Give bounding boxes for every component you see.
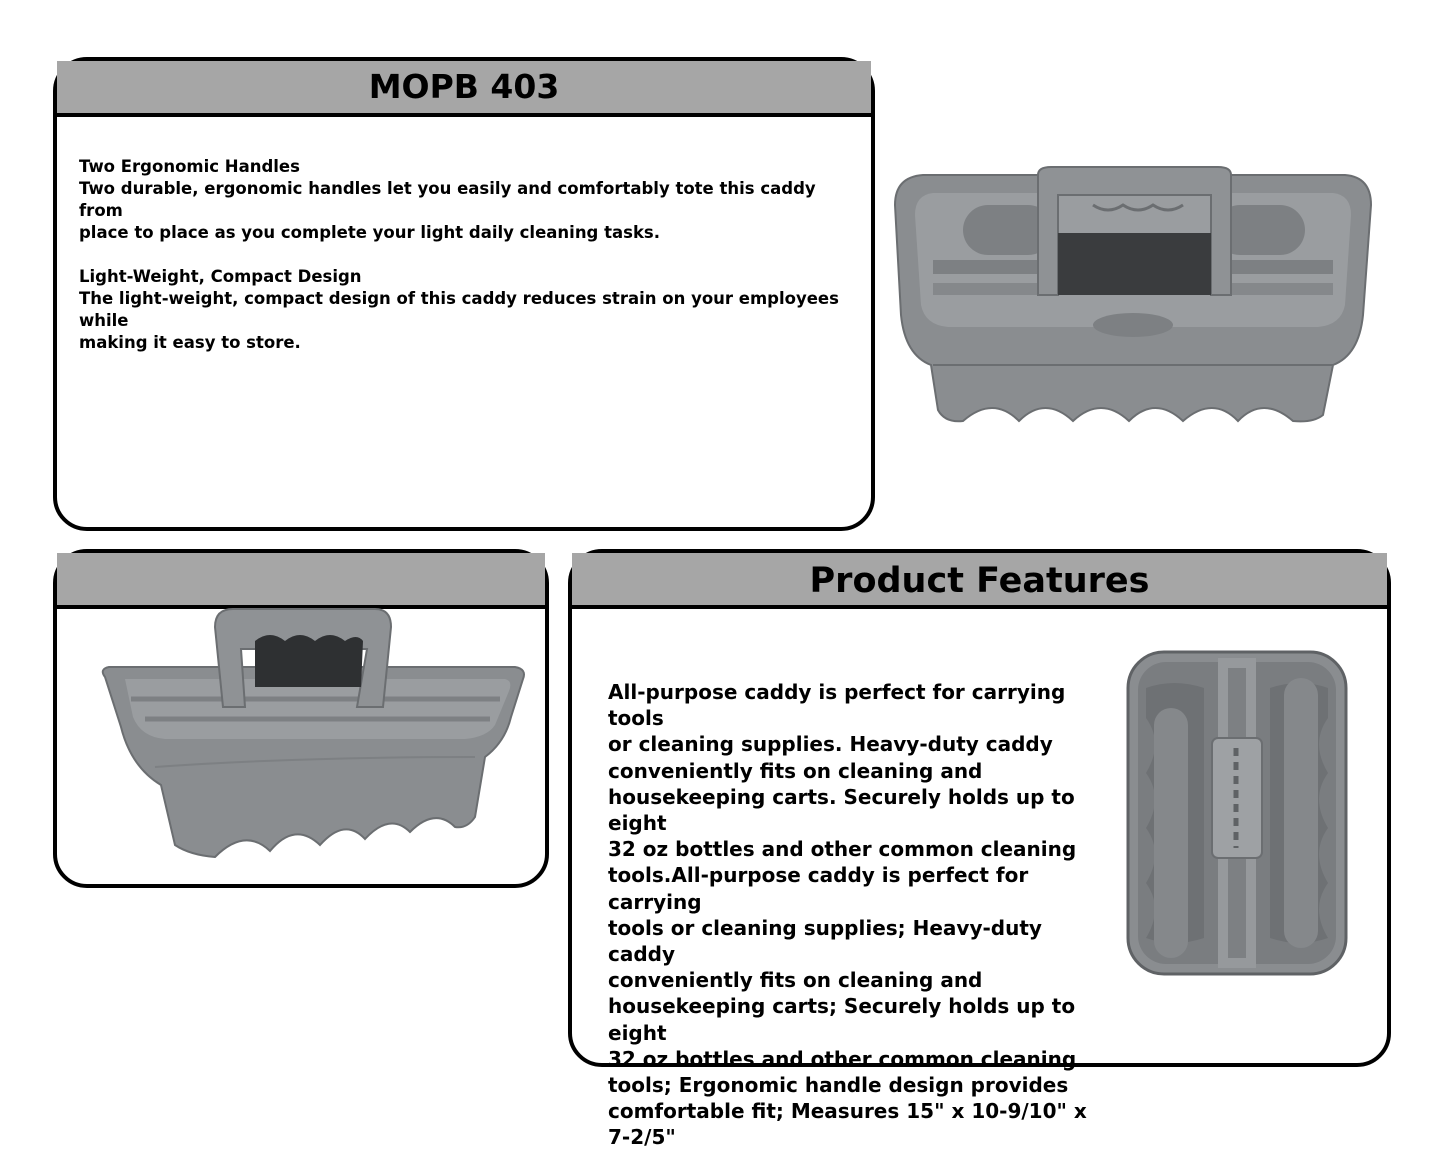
section-line: making it easy to store. [79, 333, 301, 352]
section-line: The light-weight, compact design of this caddy reduces strain on your employees while [79, 289, 839, 330]
caddy-top-view-image [1124, 648, 1350, 978]
features-line: tools or cleaning supplies; Heavy-duty caddy [608, 915, 1042, 967]
photo-panel-header [57, 553, 545, 609]
features-title: Product Features [572, 553, 1387, 609]
features-line: or cleaning supplies. Heavy-duty caddy [608, 732, 1053, 757]
features-line: 32 oz bottles and other common cleaning [608, 1046, 1077, 1071]
features-text [608, 679, 1098, 1151]
features-line: housekeeping carts; Securely holds up to eight [608, 994, 1076, 1045]
features-line: 7-2/5" [608, 1125, 676, 1150]
features-line: tools; Ergonomic handle design provides [608, 1073, 1069, 1098]
section-heading: Light-Weight, Compact Design [79, 267, 362, 286]
description-text [79, 156, 839, 376]
features-line: conveniently fits on cleaning and [608, 758, 983, 783]
caddy-front-image [893, 165, 1375, 427]
description-section [79, 266, 839, 354]
features-line: housekeeping carts. Securely holds up to eight [608, 784, 1075, 836]
section-heading: Two Ergonomic Handles [79, 157, 300, 176]
section-line: Two durable, ergonomic handles let you easily and comfortably tote this caddy from [79, 179, 816, 220]
features-line: comfortable fit; Measures 15" x 10-9/10" x [608, 1099, 1087, 1124]
features-line: 32 oz bottles and other common cleaning [608, 837, 1077, 862]
section-line: place to place as you complete your light daily cleaning tasks. [79, 223, 661, 242]
description-panel [53, 57, 875, 531]
caddy-angle-image [95, 607, 527, 863]
product-code-title: MOPB 403 [57, 61, 871, 117]
features-line: conveniently fits on cleaning and [608, 968, 983, 993]
description-section [79, 156, 839, 244]
features-line: All-purpose caddy is perfect for carrying tools [608, 680, 1066, 731]
features-line: tools.All-purpose caddy is perfect for carrying [608, 863, 1029, 914]
